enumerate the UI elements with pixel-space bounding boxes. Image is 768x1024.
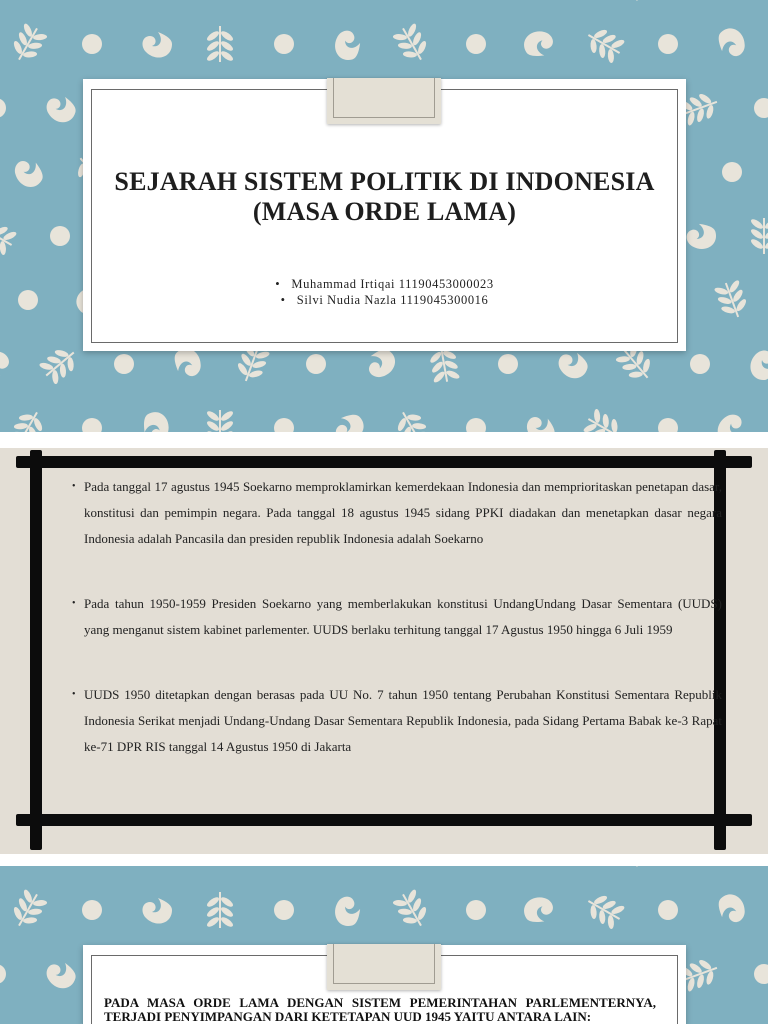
bullet-item: • UUDS 1950 ditetapkan dengan berasas pada UU No. 7 tahun 1950 tentang Perubahan Konstitusi Sementara Republik Indonesia Serikat menjadi Undang-Undang Dasar Sementara Republik Indonesia, pada Sidang Pertama Babak ke-3 Rapat ke-71 DPR RIS tanggal 14 Agustus 1950 di Jakarta [70,682,722,760]
bullet-item: • Pada tahun 1950-1959 Presiden Soekarno yang memberlakukan konstitusi UndangUndang Dasar Sementara (UUDS) yang menganut sistem kabinet parlementer. UUDS berlaku terhitung tanggal 17 Agustus 1950 hingga 6 Juli 1959 [70,591,722,643]
title-card [83,79,686,351]
author-list [83,276,686,308]
author-item: • Muhammad Irtiqai 11190453000023 [83,276,686,292]
title-slide [0,0,768,432]
card-tab [327,78,441,124]
bullet-list [70,474,722,799]
section-slide [0,866,768,1024]
frame-bar-bottom [16,814,752,826]
bullet-item: • Pada tanggal 17 agustus 1945 Soekarno memproklamirkan kemerdekaan Indonesia dan memprioritaskan penetapan dasar, konstitusi dan pemimpin negara. Pada tanggal 18 agustus 1945 sidang PPKI diadakan dan menetapkan dasar negara Indonesia adalah Pancasila dan presiden republik Indonesia adalah Soekarno [70,474,722,552]
presentation-title: SEJARAH SISTEM POLITIK DI INDONESIA (MASA ORDE LAMA) [114,167,655,226]
section-card [83,945,686,1024]
content-slide [0,448,768,854]
card-tab [327,944,441,990]
frame-bar-left [30,450,42,850]
author-item: • Silvi Nudia Nazla 1119045300016 [83,292,686,308]
frame-bar-top [16,456,752,468]
section-heading: PADA MASA ORDE LAMA DENGAN SISTEM PEMERINTAHAN PARLEMENTERNYA, TERJADI PENYIMPANGAN DARI KETETAPAN UUD 1945 YAITU ANTARA LAIN: [104,995,656,1024]
